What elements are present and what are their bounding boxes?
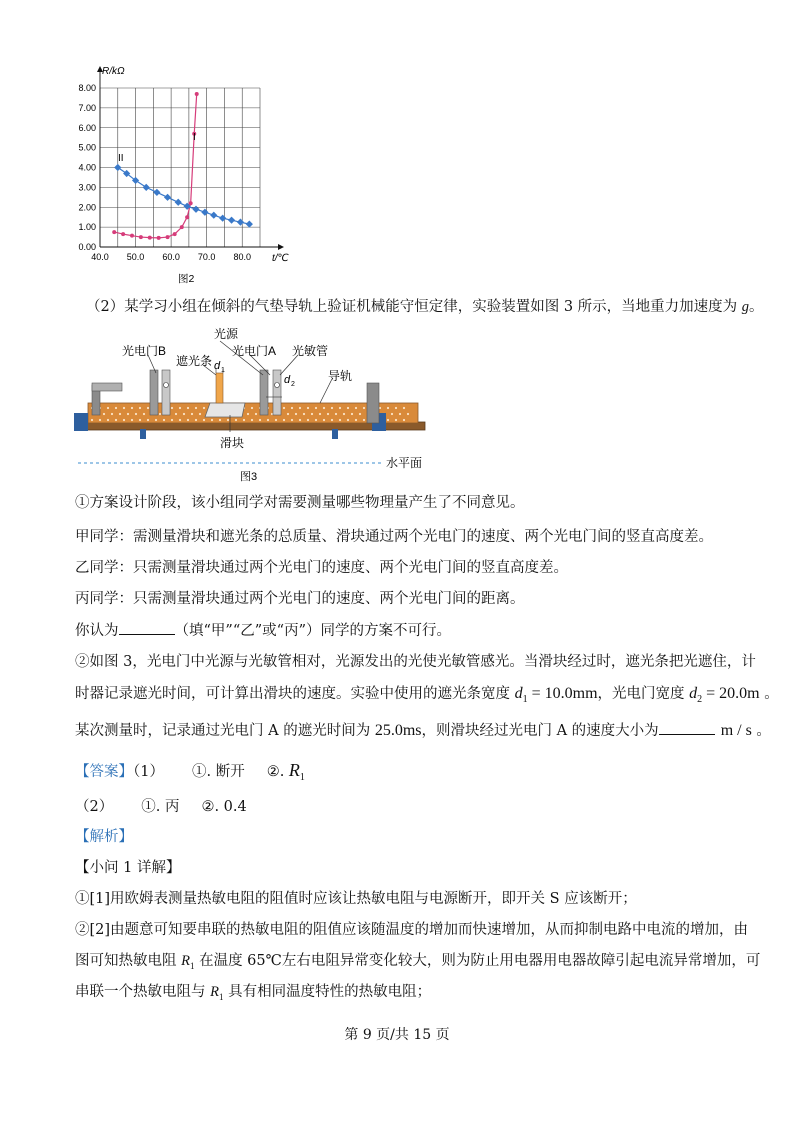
rail-hole bbox=[287, 413, 289, 415]
series-label-ii: II bbox=[118, 153, 124, 164]
rail-hole bbox=[347, 407, 349, 409]
rail-hole bbox=[283, 419, 285, 421]
gate-a-lens bbox=[275, 383, 280, 388]
rail-hole bbox=[187, 407, 189, 409]
sub2-line2: 时器记录遮光时间，可计算出滑块的速度。实验中使用的遮光条宽度 $d_1 = 10.0mm$，光电门宽度 $d_2 = 20.0m$ 。 bbox=[75, 685, 779, 705]
y-tick-label: 6.00 bbox=[78, 122, 96, 133]
left-stand-top bbox=[92, 383, 122, 391]
sub1-bing: 丙同学：只需测量滑块通过两个光电门的速度、两个光电门间的距离。 bbox=[75, 591, 525, 607]
rail-hole bbox=[139, 407, 141, 409]
series-i-point bbox=[157, 236, 161, 240]
rail-hole bbox=[127, 413, 129, 415]
rail-hole bbox=[391, 413, 393, 415]
analysis-p3: 图可知热敏电阻 $R_1$ 在温度 65℃左右电阻异常变化较大，则为防止用电器用电器故障引起电流异常增加，可 bbox=[75, 953, 761, 971]
rail-hole bbox=[175, 413, 177, 415]
rail-hole bbox=[407, 413, 409, 415]
rail-hole bbox=[211, 419, 213, 421]
y-axis-label: R/kΩ bbox=[102, 66, 125, 77]
rail-hole bbox=[327, 413, 329, 415]
y-tick-label: 0.00 bbox=[78, 242, 96, 252]
series-i-point bbox=[112, 230, 116, 234]
rail-hole bbox=[291, 419, 293, 421]
series-ii-point bbox=[228, 217, 235, 224]
rail-hole bbox=[331, 407, 333, 409]
rail-hole bbox=[343, 413, 345, 415]
question2-intro: （2）某学习小组在倾斜的气垫导轨上验证机械能守恒定律，实验装置如图 3 所示，当地重力加速度为 g。 bbox=[86, 299, 764, 315]
rail-hole bbox=[147, 407, 149, 409]
rail-hole bbox=[131, 407, 133, 409]
rail-hole bbox=[339, 419, 341, 421]
sub1-ask: 你认为 （填“甲”“乙”或“丙”）同学的方案不可行。 bbox=[75, 620, 451, 641]
right-stand bbox=[367, 383, 379, 423]
rail-hole bbox=[323, 419, 325, 421]
rail-hole bbox=[135, 413, 137, 415]
gate-b-lens bbox=[164, 383, 169, 388]
answer-line-2: （2） ①. 丙 ②. 0.4 bbox=[75, 799, 247, 815]
y-tick-label: 1.00 bbox=[78, 222, 96, 233]
chart-grid bbox=[97, 66, 284, 250]
rail-hole bbox=[191, 413, 193, 415]
rail-hole bbox=[251, 419, 253, 421]
rail-hole bbox=[299, 419, 301, 421]
rail-hole bbox=[247, 413, 249, 415]
rail-hole bbox=[119, 413, 121, 415]
sub2-line3: 某次测量时，记录通过光电门 A 的遮光时间为 25.0ms，则滑块经过光电门 A 的速度大小为 m / s 。 bbox=[75, 722, 771, 739]
figure2-caption: 图2 bbox=[178, 273, 195, 285]
rail-hole bbox=[187, 419, 189, 421]
series-i-point bbox=[173, 232, 177, 236]
gate-b-post-2 bbox=[162, 370, 170, 415]
series-ii-point bbox=[175, 199, 182, 206]
rail-foot-right bbox=[332, 429, 338, 439]
label-rail: 导轨 bbox=[328, 369, 353, 383]
x-tick-label: 50.0 bbox=[126, 252, 145, 262]
rail-hole bbox=[339, 407, 341, 409]
x-tick-label: 40.0 bbox=[91, 252, 109, 262]
rail-hole bbox=[403, 419, 405, 421]
rail-hole bbox=[347, 419, 349, 421]
rail-hole bbox=[319, 413, 321, 415]
rail-hole bbox=[251, 407, 253, 409]
rail-hole bbox=[299, 407, 301, 409]
rail-hole bbox=[267, 419, 269, 421]
rail-hole bbox=[139, 419, 141, 421]
rail-hole bbox=[307, 419, 309, 421]
rail-hole bbox=[403, 407, 405, 409]
rail-hole bbox=[387, 419, 389, 421]
sub1-stem: ①方案设计阶段，该小组同学对需要测量哪些物理量产生了不同意见。 bbox=[75, 495, 525, 511]
y-tick-label: 2.00 bbox=[78, 202, 96, 213]
rail-hole bbox=[115, 419, 117, 421]
figure3-caption: 图3 bbox=[240, 471, 258, 483]
rail-hole bbox=[335, 413, 337, 415]
series-ii-point bbox=[164, 194, 171, 201]
y-tick-label: 5.00 bbox=[78, 142, 96, 153]
rail-hole bbox=[195, 407, 197, 409]
chart-ticks bbox=[78, 83, 251, 262]
rail-hole bbox=[395, 419, 397, 421]
sub2-line1: ②如图 3，光电门中光源与光敏管相对，光源发出的光使光敏管感光。当滑块经过时，遮光条把光遮住，计 bbox=[75, 654, 756, 670]
label-horizontal: 水平面 bbox=[386, 456, 423, 470]
label-d1: d bbox=[214, 360, 221, 372]
label-d2-sub: 2 bbox=[291, 381, 295, 388]
figure2-chart bbox=[60, 60, 320, 290]
series-i-point bbox=[130, 234, 134, 238]
rail-hole bbox=[227, 419, 229, 421]
rail-hole bbox=[303, 413, 305, 415]
y-tick-label: 3.00 bbox=[78, 182, 96, 193]
x-tick-label: 70.0 bbox=[197, 252, 216, 262]
x-tick-label: 80.0 bbox=[233, 252, 251, 262]
rail-end-left bbox=[74, 413, 88, 431]
rail-hole bbox=[331, 419, 333, 421]
rail-hole bbox=[99, 419, 101, 421]
answer-blank-2[interactable] bbox=[659, 720, 715, 735]
series-label-i: I bbox=[193, 132, 196, 143]
rail-hole bbox=[183, 413, 185, 415]
label-gate-b: 光电门B bbox=[122, 344, 167, 358]
series-line-ii bbox=[118, 168, 250, 225]
rail-hole bbox=[131, 419, 133, 421]
analysis-tag: 【解析】 bbox=[75, 829, 133, 845]
series-i-point bbox=[121, 232, 125, 236]
rail-hole bbox=[355, 407, 357, 409]
figure3-apparatus bbox=[70, 325, 450, 485]
analysis-subtitle: 【小问 1 详解】 bbox=[75, 860, 181, 876]
rail-hole bbox=[163, 419, 165, 421]
label-d2: d bbox=[284, 374, 291, 386]
rail-hole bbox=[283, 407, 285, 409]
series-ii-point bbox=[153, 189, 160, 196]
x-tick-label: 60.0 bbox=[162, 252, 180, 262]
rail-hole bbox=[199, 413, 201, 415]
rail-hole bbox=[243, 419, 245, 421]
series-ii-point bbox=[210, 212, 217, 219]
series-i-point bbox=[148, 236, 152, 240]
x-axis-arrow bbox=[278, 244, 284, 250]
gate-a-post-2 bbox=[273, 370, 281, 415]
y-tick-label: 8.00 bbox=[78, 83, 96, 93]
rail-hole bbox=[387, 407, 389, 409]
rail-hole bbox=[179, 419, 181, 421]
series-ii-point bbox=[201, 209, 208, 216]
rail-hole bbox=[179, 407, 181, 409]
series-ii-point bbox=[237, 219, 244, 226]
series-i-point bbox=[195, 92, 199, 96]
series-i-point bbox=[189, 201, 193, 205]
rail-hole bbox=[103, 413, 105, 415]
slider-block bbox=[205, 403, 245, 417]
rail-hole bbox=[395, 407, 397, 409]
rail-hole bbox=[275, 419, 277, 421]
rail-hole bbox=[107, 419, 109, 421]
rail-hole bbox=[115, 407, 117, 409]
shade-strip bbox=[216, 373, 223, 403]
analysis-p1: ①[1]用欧姆表测量热敏电阻的阻值时应该让热敏电阻与电源断开，即开关 S 应该断开； bbox=[75, 891, 637, 907]
label-gate-a: 光电门A bbox=[232, 344, 277, 358]
rail-hole bbox=[399, 413, 401, 415]
rail-hole bbox=[291, 407, 293, 409]
label-d1-sub: 1 bbox=[221, 367, 225, 374]
rail-hole bbox=[203, 419, 205, 421]
sub1-yi: 乙同学：只需测量滑块通过两个光电门的速度、两个光电门间的竖直高度差。 bbox=[75, 560, 568, 576]
rail-hole bbox=[159, 413, 161, 415]
series-i-point bbox=[166, 235, 170, 239]
rail-hole bbox=[295, 413, 297, 415]
series-ii-point bbox=[219, 215, 226, 222]
rail-hole bbox=[255, 413, 257, 415]
label-slider: 滑块 bbox=[220, 436, 245, 450]
x-axis-label: t/℃ bbox=[272, 253, 289, 264]
rail-hole bbox=[315, 419, 317, 421]
rail-hole bbox=[235, 419, 237, 421]
rail-hole bbox=[323, 407, 325, 409]
rail-hole bbox=[171, 419, 173, 421]
series-line-i bbox=[114, 94, 196, 238]
rail-hole bbox=[363, 407, 365, 409]
series-ii-point bbox=[246, 221, 253, 228]
rail-hole bbox=[203, 407, 205, 409]
rail-hole bbox=[147, 419, 149, 421]
rail-hole bbox=[143, 413, 145, 415]
series-i-point bbox=[185, 215, 189, 219]
rail-hole bbox=[91, 419, 93, 421]
rail-foot-left bbox=[140, 429, 146, 439]
page-footer: 第 9 页/共 15 页 bbox=[344, 1027, 450, 1043]
series-ii-point bbox=[114, 164, 121, 171]
series-i-point bbox=[180, 225, 184, 229]
rail-hole bbox=[359, 413, 361, 415]
series-ii-point bbox=[192, 206, 199, 213]
gate-b-post-1 bbox=[150, 370, 158, 415]
chart-series bbox=[112, 92, 253, 240]
gate-a-post-1 bbox=[260, 370, 268, 415]
rail-hole bbox=[107, 407, 109, 409]
y-tick-label: 7.00 bbox=[78, 102, 96, 113]
rail-hole bbox=[363, 419, 365, 421]
rail-hole bbox=[123, 407, 125, 409]
rail-hole bbox=[171, 407, 173, 409]
answer-tag: 【答案】 bbox=[75, 764, 133, 780]
rail-hole bbox=[155, 419, 157, 421]
rail-hole bbox=[111, 413, 113, 415]
rail-hole bbox=[355, 419, 357, 421]
y-tick-label: 4.00 bbox=[78, 162, 96, 173]
analysis-p2: ②[2]由题意可知要串联的热敏电阻的阻值应该随温度的增加而快速增加，从而抑制电路中电流的增加，由 bbox=[75, 922, 749, 938]
label-light-source: 光源 bbox=[214, 327, 239, 341]
sub1-jia: 甲同学：需测量滑块和遮光条的总质量、滑块通过两个光电门的速度、两个光电门间的竖直高度差。 bbox=[75, 529, 713, 545]
answer-blank-1[interactable] bbox=[119, 620, 175, 635]
rail-hole bbox=[315, 407, 317, 409]
answer-line-1: 【答案】（1） ①. 断开 ②. $R_1$ bbox=[75, 760, 305, 783]
label-photo-tube: 光敏管 bbox=[292, 344, 329, 358]
rail-hole bbox=[219, 419, 221, 421]
analysis-p4: 串联一个热敏电阻与 $R_1$ 具有相同温度特性的热敏电阻； bbox=[75, 984, 432, 1002]
label-shade-strip: 遮光条 bbox=[176, 354, 213, 368]
rail-hole bbox=[259, 419, 261, 421]
rail-hole bbox=[123, 419, 125, 421]
series-ii-point bbox=[143, 184, 150, 191]
rail-hole bbox=[307, 407, 309, 409]
rail-hole bbox=[351, 413, 353, 415]
series-i-point bbox=[139, 235, 143, 239]
rail-hole bbox=[311, 413, 313, 415]
rail-hole bbox=[195, 419, 197, 421]
